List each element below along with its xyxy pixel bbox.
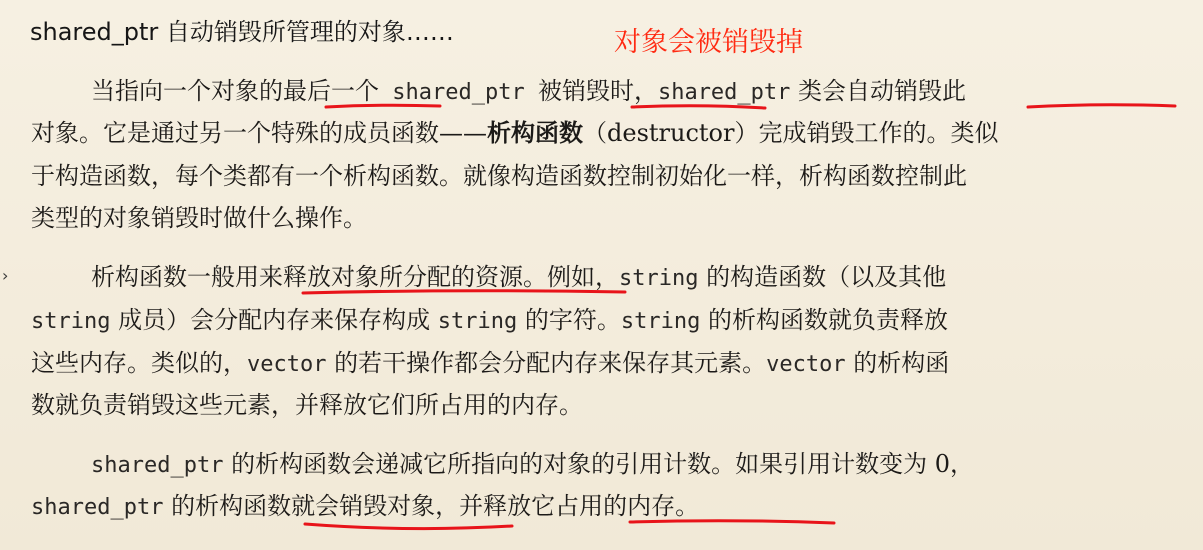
p1-line-3: 于构造函数，每个类都有一个析构函数。就像构造函数控制初始化一样，析构函数控制此 (31, 162, 967, 190)
text: 。例如， (523, 263, 619, 291)
underlined-text: 最后一个 (283, 77, 379, 105)
underlined-text: 被销毁时 (537, 77, 634, 105)
code-text: shared_ptr (657, 80, 791, 105)
p2-line-1 (91, 262, 946, 294)
text: 的析构函数会递减它所指向的对象的引用计数。如果引用计数变为 0， (223, 450, 974, 478)
code-text: vector (766, 352, 846, 377)
underline-zidongxiaohuici (1028, 105, 1175, 107)
code-text: vector (247, 352, 327, 377)
underline-hanshu-xiaohui (305, 524, 512, 529)
code-text: shared_ptr (91, 453, 224, 478)
text: 对象。它是通过另一个特殊的成员函数—— (31, 119, 487, 147)
code-text: shared_ptr (31, 495, 164, 520)
p2-line-2 (31, 305, 948, 337)
p1-line-2 (31, 118, 998, 148)
text: 的字符。 (517, 306, 621, 334)
text: ，并释 (435, 492, 508, 520)
code-text: shared_ptr (379, 80, 538, 105)
underlined-text: 来释放对象所分配的资源 (259, 263, 523, 291)
code-text: string (437, 309, 518, 334)
text: 的若干操作都会分配内存来保存其元素。 (326, 349, 767, 377)
code-text: string (620, 309, 701, 334)
text: 析构函数一般用 (91, 263, 259, 291)
text: 的析构函数就负责释放 (700, 306, 948, 334)
p3-line-1 (91, 449, 974, 481)
underlined-text: 函数就会销毁对象 (243, 492, 436, 520)
text: 这些内存。类似的， (31, 349, 247, 377)
text: 的析构函 (845, 349, 950, 377)
handwritten-annotation: 对象会被销毁掉 (614, 27, 803, 58)
margin-mark: › (2, 266, 9, 285)
text: 类会 (790, 77, 847, 105)
p1-line-4: 类型的对象销毁时做什么操作。 (31, 204, 367, 232)
text: 的构造函数（以及其他 (698, 263, 947, 291)
code-text: string (31, 309, 111, 334)
text: 的析构 (163, 492, 244, 520)
p3-line-2 (31, 491, 699, 523)
p2-line-3 (31, 348, 949, 380)
section-heading: shared_ptr 自动销毁所管理的对象…… (30, 18, 454, 46)
text: 当指向一个对象的 (91, 77, 283, 105)
underlined-text: 自动销毁此 (846, 77, 967, 105)
code-text: string (619, 266, 699, 291)
p2-line-4: 数就负责销毁这些元素，并释放它们所占用的内存。 (31, 391, 583, 419)
text: ， (633, 77, 658, 105)
text: 成员）会分配内存来保存构成 (110, 306, 438, 334)
text: 。 (675, 492, 700, 520)
text: （destructor）完成销毁工作的。类似 (583, 119, 999, 147)
p1-line-1 (91, 76, 966, 108)
underlined-text: 放它占用的内存 (507, 492, 676, 520)
bold-term: 析构函数 (487, 119, 583, 147)
